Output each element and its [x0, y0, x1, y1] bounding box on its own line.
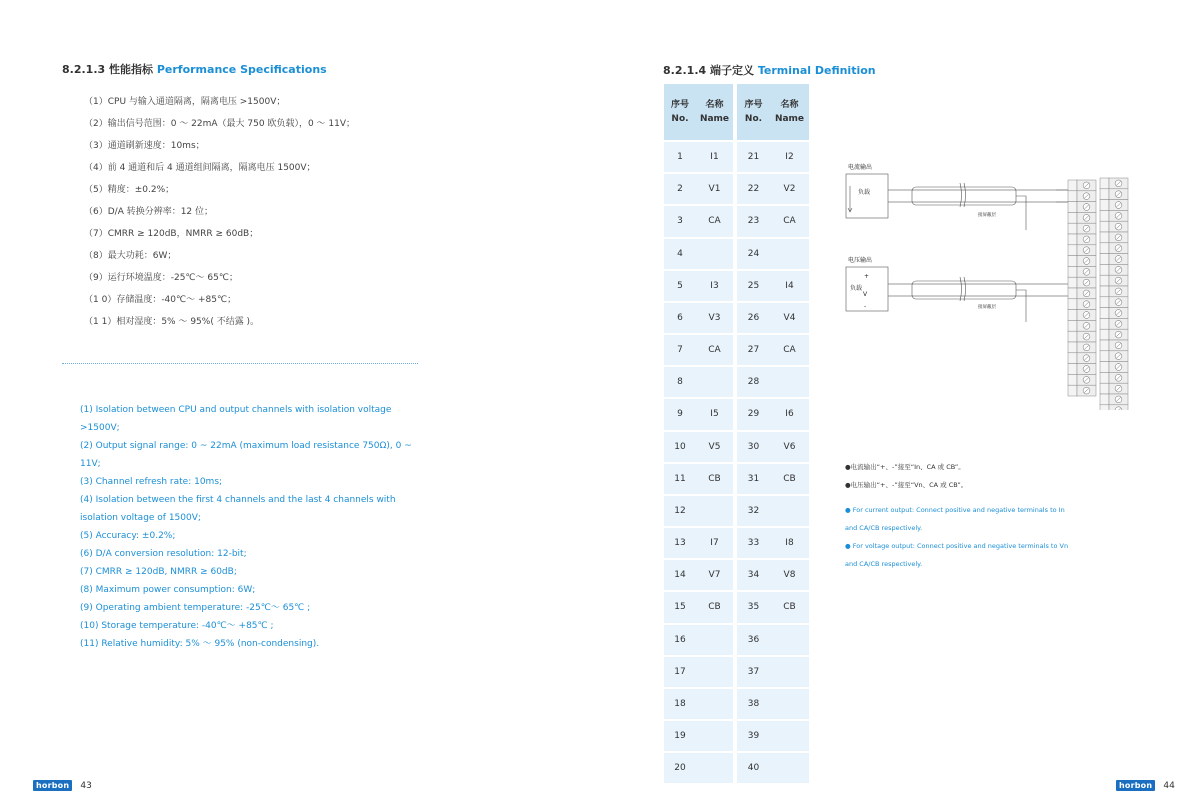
cell-no: 34 [735, 559, 770, 591]
cell-name: I8 [770, 527, 809, 559]
cell-name: V8 [770, 559, 809, 591]
cell-name: V6 [770, 431, 809, 463]
cell-name: I6 [770, 398, 809, 430]
terminal-screw [1100, 264, 1128, 275]
load-label: 负载 [850, 285, 863, 292]
cell-name [770, 238, 809, 270]
terminal-screw [1100, 210, 1128, 221]
spec-item-cn: （1）CPU 与输入通道隔离，隔离电压 >1500V； [84, 97, 286, 107]
terminal-screw [1100, 254, 1128, 265]
table-row [664, 366, 809, 398]
cell-no: 2 [664, 173, 696, 205]
terminal-screw [1068, 245, 1096, 256]
heading-en: Performance Specifications [156, 63, 327, 76]
heading-cn: 端子定义 [710, 64, 754, 77]
cell-name: V2 [770, 173, 809, 205]
terminal-screw [1068, 212, 1096, 223]
terminal-screw [1100, 243, 1128, 254]
spec-item-cn: （5）精度：±0.2%； [84, 185, 175, 195]
table-row [664, 495, 809, 527]
heading-en: Terminal Definition [757, 64, 876, 77]
spec-item-en: (2) Output signal range: 0 ~ 22mA (maximum load resistance 750Ω), 0 ~ 11V; [80, 441, 412, 469]
cell-name: I5 [696, 398, 735, 430]
cell-name [696, 688, 735, 720]
spec-item-en: (11) Relative humidity: 5% ～ 95% (non-condensing). [80, 639, 320, 649]
spec-item-en: (3) Channel refresh rate: 10ms; [80, 477, 223, 487]
cell-no: 3 [664, 205, 696, 237]
terminal-screw [1100, 394, 1128, 405]
cell-no: 26 [735, 302, 770, 334]
table-row [664, 656, 809, 688]
terminal-screw [1068, 320, 1096, 331]
section-heading-performance [62, 61, 327, 77]
table-row [664, 463, 809, 495]
notes-cn [845, 458, 967, 494]
terminal-screw [1100, 178, 1128, 189]
cell-no: 39 [735, 720, 770, 752]
section-heading-terminal [663, 62, 876, 78]
table-row [664, 205, 809, 237]
header-no: 序号 No. [735, 84, 770, 141]
plus-mark: + [864, 273, 870, 280]
cell-name: CB [770, 463, 809, 495]
current-load-box [846, 174, 888, 218]
cell-no: 5 [664, 270, 696, 302]
note-en: ● For current output: Connect positive and negative terminals to In and CA/CB respectively. [845, 506, 1065, 532]
terminal-screw [1100, 297, 1128, 308]
spec-item-en: (7) CMRR ≥ 120dB, NMRR ≥ 60dB; [80, 567, 237, 577]
heading-cn: 性能指标 [109, 63, 153, 76]
table-row [664, 238, 809, 270]
terminal-screw [1100, 383, 1128, 394]
terminal-screw [1100, 189, 1128, 200]
spec-item-cn: （1 0）存储温度：-40℃～ +85℃； [84, 295, 237, 305]
current-output-label: 电流输出 [848, 164, 873, 171]
cell-no: 23 [735, 205, 770, 237]
terminal-screw [1068, 310, 1096, 321]
terminal-screw [1068, 364, 1096, 375]
note-cn: ●电流输出“+、-”接至“In、CA 或 CB”。 [845, 463, 965, 471]
cell-name [696, 624, 735, 656]
terminal-screw [1100, 351, 1128, 362]
terminal-screw [1068, 331, 1096, 342]
cell-name [696, 366, 735, 398]
spec-item-cn: （1 1）相对湿度：5% ～ 95%( 不结露 )。 [84, 317, 260, 327]
terminal-screw [1068, 180, 1096, 191]
terminal-screw [1068, 288, 1096, 299]
terminal-screw [1100, 286, 1128, 297]
cell-no: 8 [664, 366, 696, 398]
minus-mark: - [864, 303, 867, 310]
spec-item-cn: （2）输出信号范围：0 ～ 22mA（最大 750 欧负载），0 ～ 11V； [84, 119, 356, 129]
cell-name [696, 495, 735, 527]
cell-name [770, 495, 809, 527]
cell-no: 4 [664, 238, 696, 270]
terminal-screw [1068, 385, 1096, 396]
table-row [664, 527, 809, 559]
spec-item-cn: （7）CMRR ≥ 120dB，NMRR ≥ 60dB； [84, 229, 259, 239]
terminal-screw [1068, 223, 1096, 234]
cell-name: CB [696, 591, 735, 623]
terminal-screw [1100, 362, 1128, 373]
cell-name [696, 656, 735, 688]
header-name: 名称 Name [770, 84, 809, 141]
terminal-screw [1068, 299, 1096, 310]
cell-no: 27 [735, 334, 770, 366]
terminal-screw [1100, 200, 1128, 211]
table-row [664, 431, 809, 463]
cell-name: I7 [696, 527, 735, 559]
cell-no: 13 [664, 527, 696, 559]
terminal-screw [1100, 308, 1128, 319]
table-header-row [664, 84, 809, 141]
cell-no: 38 [735, 688, 770, 720]
cell-no: 22 [735, 173, 770, 205]
cell-no: 36 [735, 624, 770, 656]
cell-name: CA [696, 334, 735, 366]
cell-no: 21 [735, 141, 770, 173]
cell-name: I3 [696, 270, 735, 302]
table-row [664, 302, 809, 334]
cell-name: CA [770, 205, 809, 237]
terminal-screw [1100, 275, 1128, 286]
shield-label: 接屏蔽层 [978, 213, 996, 218]
spec-item-en: (8) Maximum power consumption: 6W; [80, 585, 256, 595]
cell-name: CA [770, 334, 809, 366]
spec-list-en [80, 401, 425, 653]
cell-no: 30 [735, 431, 770, 463]
cell-no: 32 [735, 495, 770, 527]
table-row [664, 334, 809, 366]
terminal-screw [1100, 340, 1128, 351]
terminal-screw [1100, 329, 1128, 340]
cell-name: V1 [696, 173, 735, 205]
cell-name [696, 720, 735, 752]
footer-left [33, 773, 92, 792]
terminal-table [664, 84, 809, 783]
section-divider [62, 363, 418, 364]
cell-name: CB [696, 463, 735, 495]
terminal-screw [1100, 405, 1128, 410]
cell-no: 40 [735, 752, 770, 783]
table-row [664, 398, 809, 430]
terminal-screw [1068, 353, 1096, 364]
spec-list-cn [84, 91, 444, 333]
header-name: 名称 Name [696, 84, 735, 141]
spec-item-en: (10) Storage temperature: -40℃～ +85℃ ; [80, 621, 274, 631]
heading-number: 8.2.1.3 [62, 63, 106, 76]
load-label: 负载 [858, 189, 871, 196]
cell-name: V5 [696, 431, 735, 463]
terminal-screw [1068, 202, 1096, 213]
terminal-screw [1068, 277, 1096, 288]
cell-name: V4 [770, 302, 809, 334]
terminal-screw [1068, 374, 1096, 385]
cell-name [696, 238, 735, 270]
cell-no: 29 [735, 398, 770, 430]
cell-no: 17 [664, 656, 696, 688]
cell-name: I2 [770, 141, 809, 173]
spec-item-cn: （9）运行环境温度：-25℃～ 65℃； [84, 273, 238, 283]
cell-no: 31 [735, 463, 770, 495]
table-row [664, 624, 809, 656]
spec-item-cn: （8）最大功耗：6W； [84, 251, 177, 261]
cell-name: V7 [696, 559, 735, 591]
cell-no: 9 [664, 398, 696, 430]
table-row [664, 688, 809, 720]
cell-no: 19 [664, 720, 696, 752]
cell-name [770, 366, 809, 398]
table-row [664, 559, 809, 591]
cell-name [770, 656, 809, 688]
cell-no: 11 [664, 463, 696, 495]
terminal-screw [1100, 318, 1128, 329]
table-row [664, 752, 809, 783]
cell-no: 37 [735, 656, 770, 688]
spec-item-cn: （4）前 4 通道和后 4 通道组间隔离，隔离电压 1500V； [84, 163, 316, 173]
cell-no: 12 [664, 495, 696, 527]
terminal-screw [1068, 191, 1096, 202]
note-en: ● For voltage output: Connect positive and negative terminals to Vn and CA/CB respectively. [845, 542, 1069, 568]
cell-no: 18 [664, 688, 696, 720]
cell-no: 7 [664, 334, 696, 366]
spec-item-en: (1) Isolation between CPU and output channels with isolation voltage >1500V; [80, 405, 392, 433]
page-number: 43 [80, 781, 92, 791]
cell-no: 10 [664, 431, 696, 463]
table-row [664, 270, 809, 302]
brand-logo: horbon [1116, 780, 1155, 791]
terminal-screw [1068, 234, 1096, 245]
shield-label: 接屏蔽层 [978, 305, 996, 310]
note-cn: ●电压输出“+、-”接至“Vn、CA 或 CB”。 [845, 481, 968, 489]
table-row [664, 591, 809, 623]
cell-name: CB [770, 591, 809, 623]
cell-no: 1 [664, 141, 696, 173]
cell-name: V3 [696, 302, 735, 334]
spec-item-en: (6) D/A conversion resolution: 12-bit; [80, 549, 247, 559]
terminal-screw [1068, 342, 1096, 353]
terminal-screw [1100, 221, 1128, 232]
heading-number: 8.2.1.4 [663, 64, 707, 77]
spec-item-en: (5) Accuracy: ±0.2%; [80, 531, 176, 541]
cell-no: 24 [735, 238, 770, 270]
terminal-screw [1068, 256, 1096, 267]
cell-name [770, 688, 809, 720]
cell-no: 35 [735, 591, 770, 623]
terminal-screw [1100, 372, 1128, 383]
wiring-diagram [840, 150, 1140, 410]
cell-no: 6 [664, 302, 696, 334]
cell-name: CA [696, 205, 735, 237]
footer-right [1116, 773, 1175, 792]
cell-name [770, 720, 809, 752]
cell-name: I4 [770, 270, 809, 302]
cell-no: 33 [735, 527, 770, 559]
terminal-screw [1100, 232, 1128, 243]
page-number: 44 [1163, 781, 1175, 791]
cell-name [696, 752, 735, 783]
table-row [664, 173, 809, 205]
spec-item-en: (9) Operating ambient temperature: -25℃～ 65℃ ; [80, 603, 311, 613]
header-no: 序号 No. [664, 84, 696, 141]
cell-no: 14 [664, 559, 696, 591]
cell-no: 15 [664, 591, 696, 623]
table-row [664, 141, 809, 173]
spec-item-cn: （3）通道刷新速度：10ms； [84, 141, 205, 151]
cell-name [770, 752, 809, 783]
cell-name: I1 [696, 141, 735, 173]
cell-no: 25 [735, 270, 770, 302]
cell-no: 28 [735, 366, 770, 398]
cell-name [770, 624, 809, 656]
cell-no: 16 [664, 624, 696, 656]
table-row [664, 720, 809, 752]
terminal-screw [1068, 266, 1096, 277]
notes-en [845, 501, 1075, 573]
v-mark: V [863, 291, 868, 298]
brand-logo: horbon [33, 780, 72, 791]
voltage-output-label: 电压输出 [848, 257, 873, 264]
terminal-block [1068, 178, 1128, 410]
spec-item-en: (4) Isolation between the first 4 channels and the last 4 channels with isolation voltage of 1500V; [80, 495, 396, 523]
spec-item-cn: （6）D/A 转换分辨率：12 位； [84, 207, 214, 217]
cell-no: 20 [664, 752, 696, 783]
